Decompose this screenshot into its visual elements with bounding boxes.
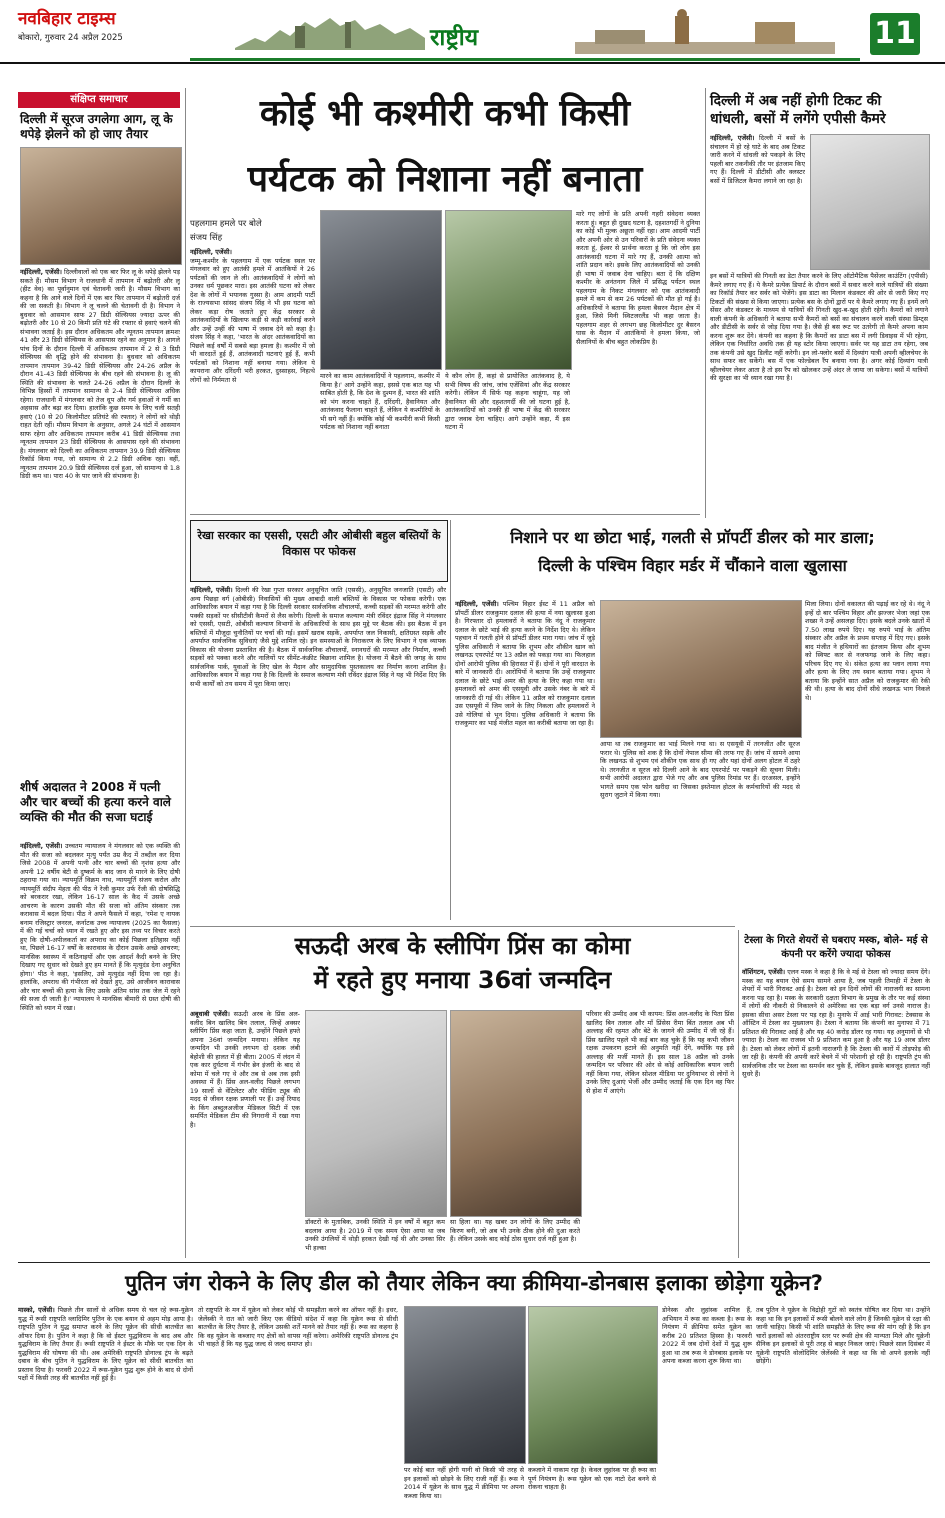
heatwave-photo <box>20 147 182 265</box>
lead-col4: मारे गए लोगों के प्रति अपनी गहरी संवेदना व्यक्त करता हूं। बहुत ही दुखद घटना है, दहशतगर्दी ने दुनिया का कोई भी मुल्क अछूता नहीं रहा। आम आदमी पार्टी और अपनी ओर से उन परिवारों के प्रति संवेदना व्यक्त करता हूं, ईश्वर से प्रार्थना करता हूं कि जो लोग इस आतंकवादी घटना में मारे गए हैं, उनकी आत्मा को शांति प्रदान करे। इसके लिए आतंकवादियों को उनकी ही भाषा में जवाब देना चाहिए। बता दें कि दक्षिण कश्मीर के अनंतनाग जिले में प्रसिद्ध पर्यटन स्थल पहलगाम के निकट मंगलवार को एक आतंकवादी हमले में कम से कम 26 पर्यटकों की मौत हो गई है। अधिकारियों ने बताया कि हमला बैसरन मैदान क्षेत्र में हुआ, जिसे मिनी स्विटजरलैंड भी कहा जाता है। पहलगाम शहर से लगभग छह किलोमीटर दूर बैसरन घास के मैदान में आतंकियों ने हमला किया, जो सैलानियों के बीच बहुत लोकप्रिय है। <box>576 210 700 346</box>
putin-dateline: मास्को, एजेंसी। <box>18 1306 55 1314</box>
murder-col1 <box>455 600 595 922</box>
monument-illustration <box>575 8 835 54</box>
prince-family-photo <box>450 1010 582 1217</box>
lead-col3: ये कौन लोग हैं, कहां से प्रायोजित आतंकवाद है, ये सभी विषय की जांच, जांच एजेंसियां और केंद्र सरकार करेगी। लेकिन मैं सिर्फ यह कहना चाहूंगा, यह जो हैवानियत की और दहशतगर्दी की जो घटना हुई है, आतंकवादियों को उनकी ही भाषा में केंद्र की सरकार द्वारा जवाब देना चाहिए। आगे उन्होंने कहा, मैं इस घटना में <box>445 372 570 431</box>
lead-headline-line2: पर्यटक को निशाना नहीं बनाता <box>247 159 643 200</box>
header-rule <box>190 58 860 61</box>
heatwave-story <box>20 268 180 776</box>
column-rule <box>185 88 186 1258</box>
reservation-dateline: नईदिल्ली, एजेंसी। <box>190 586 233 594</box>
tesla-story <box>742 968 930 1258</box>
court-body: उच्चतम न्यायालय ने मंगलवार को एक व्यक्ति की मौत की सजा को बदलकर मृत्यु पर्यंत उम्र कैद में तब्दील कर दिया जिसे 2008 में अपनी पत्नी और चार बच्चों की नृशंस हत्या और अपनी 12 वर्षीय बेटी से दुष्कर्म के बाद जान से मारने के लिए दोषी ठहराया गया था। न्यायमूर्ति विक्रम नाथ, न्यायमूर्ति संजय करोल और न्यायमूर्ति संदीप मेहता की पीठ ने रेजी कुमार उर्फ रेंजी की दोषसिद्धि को बरकरार रखा, लेकिन 16-17 साल के कैद में उसके अच्छे आचरण के कारण उसकी मौत की सजा को अंतिम संस्कार तक करावास में बदल दिया। पीठ ने अपने फैसले में कहा, 'रमेश ए नायक बनाम रजिस्ट्रार जनरल, कर्नाटक उच्च न्यायालय (2025 का फैसला) में की गई चर्चा को ध्यान में रखते हुए और इस तथ्य पर विचार करते हुए कि दोषी-अपीलकर्ता का अपराध का कोई पिछला इतिहास नहीं था, पिछले 16-17 वर्षों के कारावास के दौरान उसके अच्छे आचरण; मानसिक स्वास्थ्य में कठिनाइयों और एक आदर्श कैदी बनने के लिए दिखाए गए सुधार को देखते हुए हम मानते हैं कि मृत्युदंड देना अनुचित होगा।' पीठ ने कहा, 'इसलिए, उसे मृत्युदंड नहीं दिया जा रहा है। हालांकि, अपराध की गंभीरता को देखते हुए, उसे आजीवन कारावास और चार बच्चों की हत्या के लिए उसके अंतिम सांस तक जेल में रहने की सजा दी जाती है।' न्यायालय ने मानसिक बीमारी से ग्रस्त दोषी की स्थिति को ध्यान में रखा। <box>20 842 180 1012</box>
bus-headline: दिल्ली में अब नहीं होगी टिकट की धांधली, बसों में लगेंगे एपीसी कैमरे <box>710 93 886 127</box>
court-story <box>20 842 180 1254</box>
brief-news-label: संक्षिप्त समाचार <box>18 92 180 108</box>
saudi-col1-text: सऊदी अरब के प्रिंस अल-वलीद बिन खालिद बिन तलाल, जिन्हें अक्सर स्लीपिंग प्रिंस कहा जाता है, उन्होंने पिछले हफ्ते अपना 36वां जन्मदिन मनाया। लेकिन यह जन्मदिन भी उनकी लगभग दो दशक लंबी बेहोशी की हालत में ही बीता। 2005 में लंदन में एक कार दुर्घटना में गंभीर ब्रेन इंजरी के बाद से कोमा में चले गए थे और तब से अब तक इसी अवस्था में हैं। प्रिंस अल-वलीद पिछले लगभग 19 सालों से वेंटिलेटर और फीडिंग ट्यूब की मदद से जीवन रक्षक प्रणाली पर हैं। उन्हें रियाद के किंग अब्दुलअजीज मेडिकल सिटी में एक समर्पित मेडिकल टीम की निगरानी में रखा गया है। <box>190 1010 300 1129</box>
putin-col4: डोनेस्क और लुहांस्क शामिल हैं, अभियान में रूस का कब्जा है। रूस के नियंत्रण में क्रीमिया समेत यूक्रेन का करीब 20 प्रतिशत हिस्सा है। फरवरी 2022 में जब दोनों देशों में युद्ध शुरू हुआ था तब रूस ने डोनबास इलाके पर अपना कब्जा करना शुरू किया था। <box>662 1306 752 1365</box>
lead-dateline: नईदिल्ली, एजेंसी। <box>190 248 232 256</box>
putin-col2: तो राष्ट्रपति के मन में यूक्रेन को लेकर कोई भी समझौता करने का ऑफर नहीं है। इधर, जेलेंस्की ने रात को जारी किए एक वीडियो संदेश में कहा कि यूक्रेन रूस से सीधी बातचीत के लिए तैयार है, लेकिन उसकी शर्तें मानने को तैयार नहीं है। रूस का कहना है कि वह यूक्रेन के कब्जाए गए क्षेत्रों को वापस नहीं करेगा। अमेरिकी राष्ट्रपति डोनाल्ड ट्रंप भी चाहते हैं कि यह युद्ध जल्द से जल्द समाप्त हो। <box>198 1306 398 1348</box>
putin-col5: तब पुतिन ने यूक्रेन के विद्रोही गुटों को स्वतंत्र घोषित कर दिया था। उन्होंने कहा था कि इन इलाकों में रूसी बोलने वाले लोग हैं जिनकी यूक्रेन से रक्षा की जानी चाहिए। किसी भी शांति समझौते के लिए रूस की मांग रही है कि इन चारों इलाकों को अंतरराष्ट्रीय स्तर पर रूसी क्षेत्र की मान्यता मिले और यूक्रेनी सैनिक इन इलाकों से पूरी तरह से बाहर निकल जाएं। पिछले साल दिसंबर में यूक्रेनी राष्ट्रपति वोलोदिमिर जेलेंस्की ने कहा था कि वो अपने इलाके नहीं छोड़ेंगे। <box>756 1306 930 1365</box>
putin-caption2: कब्जाने में नाकाम रहा है। केवल लुहांस्क पर ही रूस का पूर्ण नियंत्रण है। रूस यूक्रेन को एक नाटो देश बनने से रोकना चाहता है। <box>528 1466 656 1491</box>
putin-photo <box>404 1306 526 1464</box>
murder-headline-line1: निशाने पर था छोटा भाई, गलती से प्रॉपर्टी डीलर को मार डाला; <box>510 528 875 547</box>
heatwave-body: दिल्लीवालों को एक बार फिर लू के थपेड़े झेलने पड़ सकते हैं। मौसम विभाग ने राजधानी में तापमान में बढ़ोतरी और लू (हीट वेव) का पूर्वानुमान एवं चेतावनी जारी है। मौसम विभाग का कहना है कि आने वाले दिनों में एक बार फिर तापमान में बढ़ोतरी दर्ज की जा सकती है। विभाग ने लू चलने की चेतावनी दी है। विभाग ने बुधवार को आसमान साफ 27 डिग्री सेल्सियस ज्यादा ऊपर की बढ़ोतरी और 10 से 20 किमी प्रति घंटे की रफ्तार से हवाएं चलने की संभावना जताई है। इस दौरान अधिकतम और न्यूनतम तापमान क्रमशः 41 और 23 डिग्री सेल्सियस के आसपास रहने का अनुमान है। आगले पांच दिनों के दौरान दिल्ली में अधिकतम तापमान में 2 से 3 डिग्री सेल्सियस की वृद्धि होने की संभावना है। बुधवार को अधिकतम तापमान तापमान 39-42 डिग्री सेल्सियस और 24-26 अप्रैल के दौरान 41-43 डिग्री सेल्सियस के बीच रहने की संभावना है। लू की स्थिति की संभावना के चलते 24-26 अप्रैल के दौरान दिल्ली के विभिन्न हिस्सों में तापमान सामान्य से 2-4 डिग्री सेल्सियस अधिक रहेगा। राजधानी में मंगलवार को तेज धूप और गर्म हवाओं ने गर्मी का अहसास और बढ़ा कर दिया। हालांकि कुछ समय के लिए चली सतही हवाएं (10 से 20 किलोमीटर प्रतिघंटे की रफ्तार) ने लोगों को थोड़ी राहत देती रहीं। मौसम विभाग के अनुसार, अगले 24 घंटों में आसमान साफ रहेगा और अधिकतम तापमान करीब 41 डिग्री सेल्सियस तथा न्यूनतम तापमान 23 डिग्री सेल्सियस के आसपास रहने की संभावना है। मंगलवार को दिल्ली का अधिकतम तापमान 39.9 डिग्री सेल्सियस रिकॉर्ड किया गया, जो सामान्य से 2.2 डिग्री अधिक रहा। वहीं, न्यूनतम तापमान 20.9 डिग्री सेल्सियस दर्ज हुआ, जो सामान्य से 1.8 डिग्री कम था। पारा 40 के पार जाने की संभावना है। <box>20 268 180 480</box>
lead-col2: मारने का काम आतंकवादियों ने पहलगाम, कश्मीर में किया है।' आगे उन्होंने कहा, इससे एक बात यह भी साबित होती है, कि देश के दुश्मन हैं, भारत की शांति को भंग करना चाहते हैं, दरिंदगी, हैवानियत और आतंकवाद फैलाना चाहते हैं, लेकिन ये कश्मीरियों के भी सगे नहीं हैं। क्योंकि कोई भी कश्मीरी कभी किसी पर्यटक को निशाना नहीं बनाता <box>320 372 440 431</box>
column-rule <box>450 520 451 920</box>
saudi-dateline: अबूधाबी एजेंसी। <box>190 1010 230 1018</box>
section-rule <box>190 514 700 515</box>
reservation-headline-box <box>190 520 448 582</box>
murder-col1-text: पश्चिम विहार ईस्ट में 11 अप्रैल को प्रॉपर्टी डीलर राजकुमार दलाल की हत्या में नया खुलासा हुआ है। गिरफ्तार दो हमलावरों ने बताया कि नंदू ने राजकुमार दलाल के छोटे भाई की हत्या करने के निर्देश दिए थे। लेकिन पहचान में गलती होने से प्रॉपर्टी डीलर मारा गया। जांच में जुड़े पुलिस अधिकारी ने बताया कि शुभम और शौकीन खान को लखनऊ एयरपोर्ट पर 13 अप्रैल को पकड़ा गया था। फिलहाल दोनों आरोपी पुलिस की हिरासत में हैं। दोनों ने पूरी वारदात के बारे में जानकारी दी। आरोपियों ने बताया कि उन्हें राजकुमार दलाल के छोटे भाई अमर की हत्या के लिए कहा गया था। हमलावरों को अमर की एसयूवी और उसके नंबर के बारे में जानकारी दी गई थी। लेकिन 11 अप्रैल को राजकुमार दलाल उस एसयूवी में जिम जाने के लिए निकला और हमलावरों ने उसे गोलियां से भून दिया। पुलिस अधिकारी ने बताया कि राजकुमार का भाई मंजीत महल का करीबी बताया जा रहा है। <box>455 600 595 727</box>
bus-body: इन बसों में यात्रियों की गिनती का डेटा तैयार करने के लिए ऑटोमैटिक पैसेंजर काउंटिंग (एपीसी) कैमरे लगाए गए हैं। ये कैमरे प्रत्येक डिपार्ट के दौरान बसों में सवार करने वाले यात्रियों की संख्या का रिकॉर्ड तैयार कर सर्वर को भेजेंगे। इस डाटा का मिलान कंडक्टर की ओर से जारी किए गए टिकटों की संख्या से किया जाएगा। प्रत्येक बस के दोनों द्वारों पर ये कैमरे लगाए गए हैं। इनमें लगे सेंसर और कंडक्टर के माध्यम से यात्रियों की गिनती खुद-ब-खुद होती रहेगी। कैमरों को लगाने वाली कंपनी के अधिकारी ने बताया सभी कैमरों को बसों का संचालन करने वाली संस्था डिम्ट्स और डीटीसी के सर्वर से जोड़ दिया गया है। जैसे ही बस रूट पर उतरेगी तो कैमरे अपना काम करना शुरू कर देंगे। कंपनी का कहना है कि कैमरों का डाटा बस में लगी डिवाइस में भी रहेगा, लेकिन एक निर्धारित अवधि तक ही यह स्टोर किया जाएगा। सर्वर पर यह डाटा तय रहेगा, जब तक कंपनी उसे खुद डिलीट नहीं करेगी। इन लो-फ्लोर बसों में दिव्यांग यात्री अपनी व्हीलचेयर के साथ सफर कर सकेंगे। बस में एक फोल्डेबल रैंप बनाया गया है। अगर कोई दिव्यांग यात्री व्हीलचेयर लेकर आता है तो इस रैंप को खोलकर उन्हें अंदर ले जाया जा सकेगा। बसों में यात्रियों की सुरक्षा का भी ध्यान रखा गया है। <box>710 272 928 382</box>
court-dateline: नईदिल्ली, एजेंसी। <box>20 842 63 850</box>
property-dealer-photo <box>600 600 802 738</box>
section-rule <box>18 1262 930 1263</box>
saudi-col4: परिवार की उम्मीद अब भी कायम: प्रिंस अल-वलीद के पिता प्रिंस खालिद बिन तलाल और माँ प्रिंसेस रीमा बिंत तलाल अब भी अल्लाह की रहमत और बेटे के जागने की उम्मीद में जी रहे हैं। प्रिंस खालिद पहले भी कई बार कह चुके हैं कि यह कभी जीवन रक्षक उपकरण हटाने की अनुमति नहीं देंगे, क्योंकि यह इसे अल्लाह की मर्जी मानते हैं। इस साल 18 अप्रैल को उनके जन्मदिन पर परिवार की ओर से कोई आधिकारिक बयान जारी नहीं किया गया, लेकिन सोशल मीडिया पर दुनियाभर से लोगों ने उनके लिए दुआएं भेजीं और उम्मीद जताई कि एक दिन वह फिर से होश में आएंगे। <box>586 1010 734 1095</box>
edition-date: बोकारो, गुरुवार 24 अप्रैल 2025 <box>18 33 123 43</box>
bus-dateline: नईदिल्ली, एजेंसी। <box>710 134 755 142</box>
putin-headline: पुतिन जंग रोकने के लिए डील को तैयार लेकिन क्या क्रीमिया-डोनबास इलाका छोड़ेगा यूक्रेन? <box>125 1271 823 1295</box>
saudi-col1 <box>190 1010 300 1258</box>
section-rule <box>190 926 735 927</box>
page-number-badge: 11 <box>870 13 920 55</box>
column-rule <box>705 88 706 518</box>
murder-headline-line2: दिल्ली के पश्चिम विहार मर्डर में चौंकाने वाला खुलासा <box>538 556 847 575</box>
heatwave-dateline: नईदिल्ली, एजेंसी। <box>20 268 62 276</box>
zelensky-photo <box>528 1306 658 1464</box>
saudi-col2: डॉक्टरों के मुताबिक, उनकी स्थिति में इन वर्षों में बहुत कम बदलाव आया है। 2019 में एक समय ऐसा आया था जब उनकी उंगलियों में थोड़ी हरकत देखी गई थी और उनका सिर भी हल्का <box>305 1218 445 1252</box>
saudi-headline-line1: सऊदी अरब के स्लीपिंग प्रिंस का कोमा <box>294 932 631 960</box>
bus-body-top: दिल्ली में बसों के संचालन में हो रहे घाटे के बाद अब टिकट जारी करने में धांधली को पकड़ने के लिए पहली बार तकनीकी तौर पर इंतजाम किए गए हैं। दिल्ली में डीटीसी और क्लस्टर बसों में डिजिटल कैमरा लगाने जा रहा है। <box>710 134 805 185</box>
lead-col1 <box>190 248 315 504</box>
column-rule <box>738 930 739 1258</box>
putin-col1-text: पिछले तीन सालों से अधिक समय से चल रहे रूस-यूक्रेन युद्ध में रूसी राष्ट्रपति व्लादिमिर पुतिन के एक बयान से अहम मोड़ आया है। राष्ट्रपति पुतिन ने युद्ध समाप्त करने के लिए यूक्रेन की सीधी बातचीत का ऑफर दिया है। पुतिन ने कहा है कि वो ईस्टर युद्धविराम के बाद अब और युद्धविराम के लिए तैयार हैं। रूसी राष्ट्रपति ने ईस्टर के मौके पर एक दिन के युद्धविराम की घोषणा की थी। अब अमेरिकी राष्ट्रपति डोनाल्ड ट्रंप के बढ़ते दबाव के बीच पुतिन ने युद्धविराम के लिए यूक्रेन को सीधी बातचीत का प्रस्ताव दिया है। फरवरी 2022 में रूस-यूक्रेन युद्ध शुरू होने के बाद से दोनों पक्षों में किसी तरह की बातचीत नहीं हुई है। <box>18 1306 193 1382</box>
reservation-story <box>190 586 446 922</box>
saudi-headline-line2: में रहते हुए मनाया 36वां जन्मदिन <box>313 966 612 994</box>
section-title: राष्ट्रीय <box>430 25 479 51</box>
lead-kicker-name: संजय सिंह <box>190 233 223 243</box>
tesla-body: एलन मस्क ने कहा है कि वे मई से टेस्ला को ज्यादा समय देंगे। मस्क का यह बयान ऐसे समय सामने आया है, जब पहली तिमाही में टेस्ला के शेयरों में भारी गिरावट आई है। टेस्ला को इन दिनों लोगों की नाराजगी का सामना करना पड़ रहा है। मस्क के सरकारी दक्षता विभाग के प्रमुख के तौर पर कई संस्था में लोगों की नौकरी से निकालने से अमेरिका का एक बड़ा वर्ग उनसे नाराज है। इसका सीधा असर टेस्ला पर पड़ रहा है। मुनाफे में आई भारी गिरावट: टेक्सास के ऑस्टिन में टेस्ला का मुख्यालय है। टेस्ला ने बताया कि कंपनी का मुनाफा में 71 प्रतिशत की गिरावट आई है और यह 40 करोड़ डॉलर रह गया। यह अनुमानों से भी ज्यादा है। टेस्ला का राजस्व भी 9 प्रतिशत कम हुआ है और यह 19 अरब डॉलर है। टेस्ला को लेकर लोगों में इतनी नाराजगी है कि टेस्ला की कारों में तोड़फोड़ की जा रही है। कंपनी की अपनी कारें बेचने में भी परेशानी हो रही है। राष्ट्रपति ट्रंप की सार्वजनिक तौर पर टेस्ला का समर्थन कर चुके हैं, लेकिन इसके बावजूद हालात नहीं सुधरे हैं। <box>742 968 930 1078</box>
lead-headline-line1: कोई भी कश्मीरी कभी किसी <box>259 93 631 134</box>
sanjay-singh-photo <box>320 210 442 370</box>
murder-col3: मिला लिया। दोनों वकालत की पढ़ाई कर रहे थे। नंदू ने इन्हें दो बार पश्चिम विहार और झज्जर भेजा जहां एक शख्स ने उन्हें असलहा दिए। इसके बदले उनके खातों में 7.50 लाख रुपये दिए। यह रुपये भाई के अंतिम संस्कार और अप्रैल के प्रथम सप्ताह में दिए गए। इसके बाद मंजीत ने हथियारों का इंतजाम किया और शुभम को स्विफ्ट कार से नजफगढ़ जाने के लिए कहा। परिचय दिए गए थे। संकेत हत्या का प्लान लाया गया और हत्या के लिए तय स्थान बताया गया। शुभम ने बताया कि इन्होंने सात अप्रैल को राजकुमार की रेकी की थी। हत्या के बाद दोनों सीधे लखनऊ भाग निकले थे। <box>805 600 930 702</box>
bus-story-top <box>710 134 805 268</box>
newspaper-name: नवबिहार टाइम्स <box>18 9 116 29</box>
lead-col1-text: जम्मू-कश्मीर के पहलगाम में एक पर्यटक स्थल पर मंगलवार को हुए आतंकी हमले में आतंकियों ने 26 पर्यटकों की जान ले ली। आतंकवादियों ने लोगों को उनका धर्म पूछकर मारा। इस आतंकी घटना को लेकर देश के लोगों में भयानक गुस्सा है। आम आदमी पार्टी के राज्यसभा सांसद संजय सिंह ने भी इस घटना को लेकर कड़ा रोष जताते हुए केंद्र सरकार से आतंकवादियों के खिलाफ कड़ी से कड़ी कार्रवाई करने और उन्हें उन्हीं की भाषा में जवाब देने को कहा है। संजय सिंह ने कहा, 'भारत के अंदर आतंकवादियों का पिछले कई वर्षों में सबसे बड़ा हमला है। कश्मीर में जो भी वारदातें हुई हैं, आतंकवादी घटनाएं हुई हैं, कभी पर्यटकों को निशाना नहीं बनाया गया। लेकिन ये कायराना और दरिंदगी भरी हरकत, दुस्साहस, निहत्थे लोगों को निर्ममता से <box>190 256 315 384</box>
electric-bus-photo <box>810 134 930 270</box>
lead-kicker: पहलगाम हमले पर बोले <box>190 219 262 229</box>
reservation-body: दिल्ली की रेखा गुप्ता सरकार अनुसूचित जाति (एससी), अनुसूचित जनजाति (एसटी) और अन्य पिछड़ा वर्ग (ओबीसी) निवासियों की मुख्य आबादी वाली बस्तियों के विकास पर फोकस करेगी। एक आधिकारिक बयान में कहा गया है कि दिल्ली सरकार सार्वजनिक शौचालयों, कच्ची सड़कों की मरम्मत करेगी और पक्की सड़कों पर सीसीटीवी कैमरों से लैस करेगी। दिल्ली के समाज कल्याण मंत्री रविंदर इंद्राज सिंह ने मंगलवार को एससी, एसटी, ओबीसी कल्याण विभागों के अधिकारियों के साथ इस मुद्दे पर बैठक की। इस बैठक में इन बस्तियों में मौजूदा चुनौतियों पर चर्चा की गई। इसमें खराब सड़कें, अपर्याप्त जल निकासी, क्षतिग्रस्त सड़कें और अपर्याप्त सार्वजनिक सुविधाएं जैसे मुद्दे शामिल रहे। इन समस्याओं के निराकरण के लिए विभाग ने एक व्यापक विकास की योजना प्रस्तावित की है। बैठक में सार्वजनिक शौचालयों, स्नानघरों की मरम्मत और निर्माण, कच्ची सड़कों को पक्का करने और नालियों पर सीमेंट-कंक्रीट बिछाना शामिल है। योजना में बैठने की जगह के साथ सार्वजनिक पार्क, युवाओं के लिए खेल के मैदान और सामुदायिक पुस्तकालय का निर्माण करना शामिल है। आधिकारिक बयान में कहा गया है कि दिल्ली के समाज कल्याण मंत्री रविंदर इंद्राज सिंह ने यह भी निर्देश दिए कि सभी कार्यों को तय समय में पूरा किया जाए। <box>190 586 446 688</box>
skyline-illustration <box>235 8 425 50</box>
heatwave-headline: दिल्ली में सूरज उगलेगा आग, लू के थपेड़े झेलने को हो जाए तैयार <box>20 112 173 141</box>
tesla-dateline: वॉशिंगटन, एजेंसी। <box>742 968 786 976</box>
putin-caption: पर कोई बात नहीं होगी यानी वो किसी भी तरह से इन इलाकों को छोड़ने के लिए राजी नहीं हैं। रूस ने 2014 में यूक्रेन के साथ युद्ध में क्रीमिया पर अपना कब्जा किया था। <box>404 1466 524 1500</box>
saudi-col3: सा हिला था। यह खबर उन लोगों के लिए उम्मीद की किरण बनी, जो अब भी उनके ठीक होने की दुआ करते हैं। लेकिन उसके बाद कोई ठोस सुधार दर्ज नहीं हुआ है। <box>450 1218 580 1243</box>
murder-dateline: नईदिल्ली, एजेंसी। <box>455 600 499 608</box>
court-headline: शीर्ष अदालत ने 2008 में पत्नी और चार बच्चों की हत्या करने वाले व्यक्ति की मौत की सजा घटाई <box>20 780 171 824</box>
reservation-headline: रेखा सरकार का एससी, एसटी और ओबीसी बहुल बस्तियों के विकास पर फोकस <box>197 529 441 558</box>
murder-col2: आया था तब राजकुमार का भाई मिलने गया था। स एसयूवी में तरनजीत और सूरज फरार थे। पुलिस को शक है कि दोनों नेपाल सीमा की तरफ गए हैं। जांच में सामने आया कि लखनऊ से शुभम एवं शौकीन एक साथ ही गए और यहां दोनों अलग होटल में ठहरे थे। तरनजीत व सूरज को दिल्ली आने के बाद एयरपोर्ट पर पकड़ने की सूचना मिली। सभी आरोपी अदालत द्वारा भेजे गए और अब पुलिस रिमांड पर हैं। दरअसल, इन्होंने भागते समय एक फोन खरीदा था जिसका इस्तेमाल होटल के कर्मचारियों की मदद से सुराग जुटाने में किया गया। <box>600 740 800 799</box>
sleeping-prince-photo <box>305 1010 447 1217</box>
security-forces-photo <box>445 210 572 370</box>
tesla-headline: टेस्ला के गिरते शेयरों से घबराए मस्क, बोले- मई से कंपनी पर करेंगे ज्यादा फोकस <box>744 935 928 960</box>
putin-col1 <box>18 1306 193 1506</box>
